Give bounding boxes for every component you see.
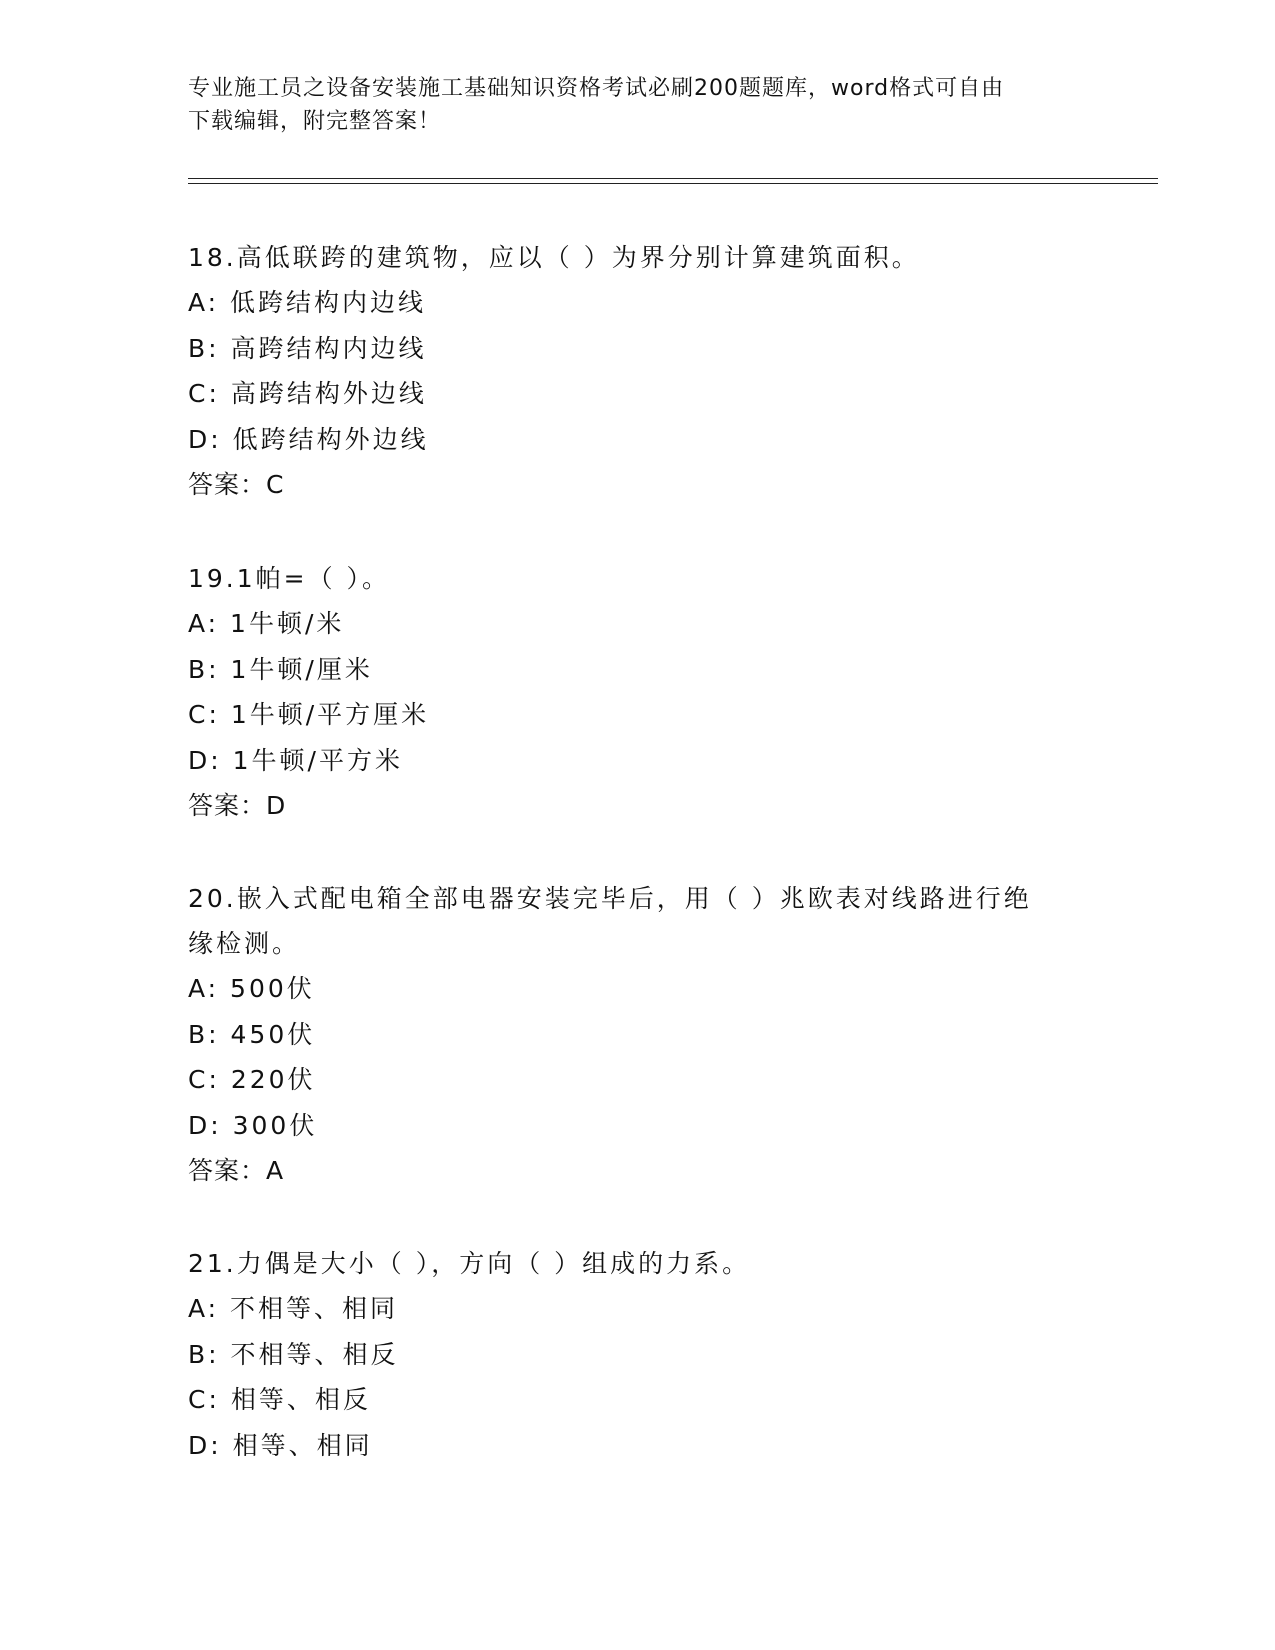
option-b: B: 450伏 xyxy=(188,1019,316,1049)
question-stem-line-2: 缘检测。 xyxy=(188,929,301,958)
document-header xyxy=(188,72,1088,138)
answer: 答案：A xyxy=(188,1156,285,1185)
question-21 xyxy=(188,1241,1088,1468)
option-b: B: 高跨结构内边线 xyxy=(188,333,427,363)
question-20 xyxy=(188,876,1088,1194)
option-a: A: 1牛顿/米 xyxy=(188,609,345,638)
question-19 xyxy=(188,556,1088,829)
header-line-2: 下载编辑，附完整答案！ xyxy=(188,109,442,134)
option-a: A: 低跨结构内边线 xyxy=(188,288,427,317)
option-c: C: 1牛顿/平方厘米 xyxy=(188,700,430,729)
question-18 xyxy=(188,235,1088,508)
question-stem: 18.高低联跨的建筑物，应以（ ）为界分别计算建筑面积。 xyxy=(188,243,920,272)
option-d: D: 300伏 xyxy=(188,1110,318,1140)
question-stem-line-1: 20.嵌入式配电箱全部电器安装完毕后，用（ ）兆欧表对线路进行绝 xyxy=(188,884,1032,913)
option-b: B: 1牛顿/厘米 xyxy=(188,654,373,684)
option-d: D: 相等、相同 xyxy=(188,1430,373,1460)
option-b: B: 不相等、相反 xyxy=(188,1339,399,1369)
option-c: C: 相等、相反 xyxy=(188,1385,371,1414)
option-a: A: 500伏 xyxy=(188,974,315,1003)
question-stem: 19.1帕=（ ）。 xyxy=(188,564,391,593)
option-c: C: 高跨结构外边线 xyxy=(188,379,427,408)
option-a: A: 不相等、相同 xyxy=(188,1294,399,1323)
option-d: D: 低跨结构外边线 xyxy=(188,424,429,454)
header-divider-top xyxy=(188,178,1158,179)
option-c: C: 220伏 xyxy=(188,1065,316,1094)
header-divider-bottom xyxy=(188,183,1158,184)
answer: 答案：D xyxy=(188,791,287,820)
answer: 答案：C xyxy=(188,470,285,499)
question-stem: 21.力偶是大小（ ），方向（ ）组成的力系。 xyxy=(188,1249,751,1278)
header-line-1: 专业施工员之设备安装施工基础知识资格考试必刷200题题库，word格式可自由 xyxy=(188,76,1005,101)
option-d: D: 1牛顿/平方米 xyxy=(188,745,403,775)
